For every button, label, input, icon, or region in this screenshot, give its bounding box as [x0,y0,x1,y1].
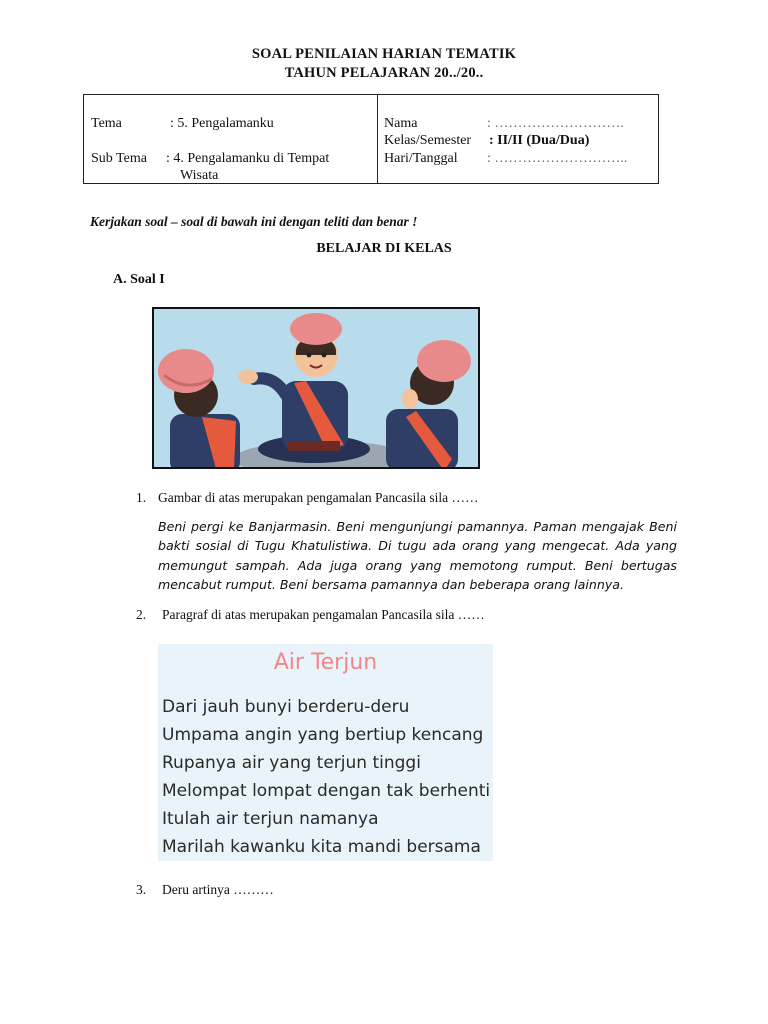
question-1-text: Gambar di atas merupakan pengamalan Pancasila sila …… [158,490,479,505]
section-title: BELAJAR DI KELAS [316,241,452,256]
nama-field[interactable]: : ………………………. [487,116,624,131]
tema-value: : 5. Pengalamanku [170,116,274,131]
academic-year: TAHUN PELAJARAN 20../20.. [284,65,484,81]
children-illustration-svg [154,309,478,467]
poem-title: Air Terjun [273,650,378,675]
story-paragraph: Beni pergi ke Banjarmasin. Beni mengunjungi pamannya. Paman mengajak Beni bakti sosial di Tugu Khatulistiwa. Di tugu ada orang yang mengecat. Ada yang memungut sampah. Ada juga orang yang memotong rumput. Beni bertugas mencabut rumput. Beni bersama pamannya dan beberapa orang lainnya. [158,519,677,592]
question-3-number: 3. [136,882,147,897]
question-2-text: Paragraf di atas merupakan pengamalan Pancasila sila …… [162,607,485,622]
kelas-label: Kelas/Semester [384,133,472,148]
poem-line: Rupanya air yang terjun tinggi [162,753,421,773]
info-divider [377,95,378,183]
poem-line: Umpama angin yang bertiup kencang [162,725,484,745]
student-info-box [83,94,659,184]
page-title: SOAL PENILAIAN HARIAN TEMATIK [251,46,517,62]
nama-label: Nama [384,116,418,131]
poem-line: Marilah kawanku kita mandi bersama [162,837,481,857]
question-2-number: 2. [136,607,147,622]
poem-box [158,644,493,861]
instruction-text: Kerjakan soal – soal di bawah ini dengan teliti dan benar ! [90,214,418,229]
subtema-label: Sub Tema [91,151,147,166]
tema-label: Tema [91,116,122,131]
poem-line: Melompat lompat dengan tak berhenti [162,781,491,801]
poem-line: Itulah air terjun namanya [162,809,379,829]
subtema-value-cont: Wisata [180,168,219,183]
hari-label: Hari/Tanggal [384,151,458,166]
question-3-text: Deru artinya ……… [162,882,274,897]
poem-line: Dari jauh bunyi berderu-deru [162,697,410,717]
subtema-value: : 4. Pengalamanku di Tempat [166,151,330,166]
kelas-value: : II/II (Dua/Dua) [489,133,590,148]
part-a-heading: A. Soal I [113,272,165,287]
question-1-number: 1. [136,490,147,505]
illustration-children-talking [152,307,480,469]
hari-field[interactable]: : ……………………….. [487,151,628,166]
